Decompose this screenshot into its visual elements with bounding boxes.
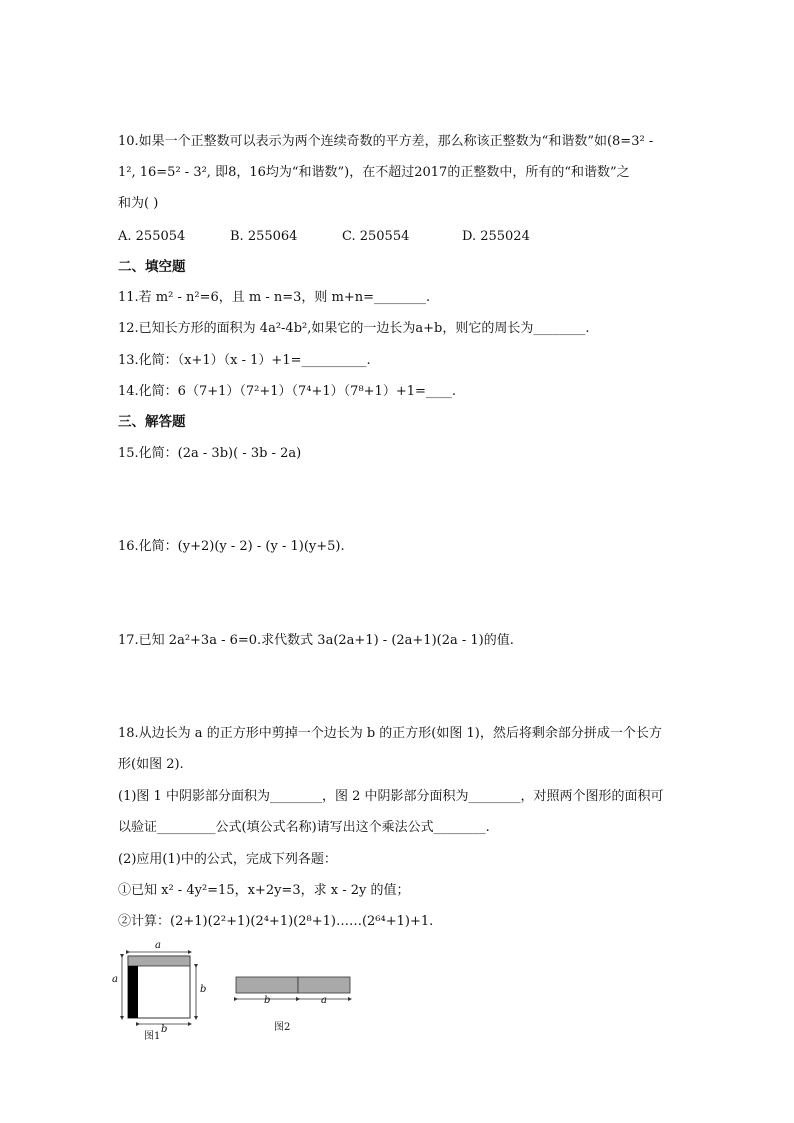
fig1-label-b-bottom: b xyxy=(161,1024,168,1035)
shaded-strip xyxy=(128,956,190,966)
dark-strip xyxy=(128,966,138,1018)
q17: 17.已知 2a²+3a - 6=0.求代数式 3a(2a+1) - (2a+1)(2a - 1)的值. xyxy=(118,633,514,648)
q10-option-a: A. 255054 xyxy=(118,229,186,244)
figure-2-drawing xyxy=(230,972,360,1012)
q10-option-b: B. 255064 xyxy=(230,229,298,244)
q11: 11.若 m² - n²=6，且 m - n=3，则 m+n=________. xyxy=(118,290,431,305)
figure-2 xyxy=(230,972,360,1032)
q10-option-d: D. 255024 xyxy=(462,229,530,244)
fig2-label-b: b xyxy=(264,995,271,1006)
q18-part1-line1: (1)图 1 中阴影部分面积为________，图 2 中阴影部分面积为________，对照两个图形的面积可 xyxy=(118,789,664,804)
section-heading-fill-blank: 二、填空题 xyxy=(118,259,186,275)
q13: 13.化简：（x+1）（x - 1）+1=__________. xyxy=(118,353,371,368)
q12: 12.已知长方形的面积为 4a²-4b²,如果它的一边长为a+b，则它的周长为________. xyxy=(118,321,590,336)
fig1-label-a-top: a xyxy=(155,940,161,951)
fig2-label-a: a xyxy=(321,995,327,1006)
fig1-label-a-left: a xyxy=(112,974,118,985)
q18-sub2: ②计算：(2+1)(2²+1)(2⁴+1)(2⁸+1)……(2⁶⁴+1)+1. xyxy=(118,914,434,929)
q10-line1: 10.如果一个正整数可以表示为两个连续奇数的平方差，那么称该正整数为“和谐数”如(8=3² - xyxy=(118,134,654,149)
fig2-left-rect xyxy=(236,977,298,993)
q15: 15.化简：(2a - 3b)( - 3b - 2a) xyxy=(118,446,302,461)
q14: 14.化简：6（7+1）（7²+1）（7⁴+1）（7⁸+1）+1=____. xyxy=(118,384,457,399)
q18-sub1: ①已知 x² - 4y²=15，x+2y=3，求 x - 2y 的值； xyxy=(118,883,410,898)
q18-part1-line2: 以验证_________公式(填公式名称)请写出这个乘法公式________. xyxy=(118,820,490,835)
q10-option-c: C. 250554 xyxy=(342,229,410,244)
figure-1 xyxy=(112,940,216,1042)
q18-line1: 18.从边长为 a 的正方形中剪掉一个边长为 b 的正方形(如图 1)，然后将剩余部分拼成一个长方 xyxy=(118,726,662,741)
q10-line2: 1², 16=5² - 3², 即8，16均为“和谐数”)，在不超过2017的正整数中，所有的“和谐数”之 xyxy=(118,165,630,180)
q18-part2: (2)应用(1)中的公式，完成下列各题： xyxy=(118,852,337,867)
fig1-label-b-right: b xyxy=(200,984,207,995)
q10-line3: 和为( ) xyxy=(118,196,159,211)
q16: 16.化简：(y+2)(y - 2) - (y - 1)(y+5). xyxy=(118,539,345,554)
fig2-right-rect xyxy=(298,977,350,993)
section-heading-solutions: 三、解答题 xyxy=(118,414,186,430)
q18-line2: 形(如图 2). xyxy=(118,757,184,772)
fig2-caption: 图2 xyxy=(274,1022,291,1033)
fig1-caption: 图1 xyxy=(144,1031,161,1042)
